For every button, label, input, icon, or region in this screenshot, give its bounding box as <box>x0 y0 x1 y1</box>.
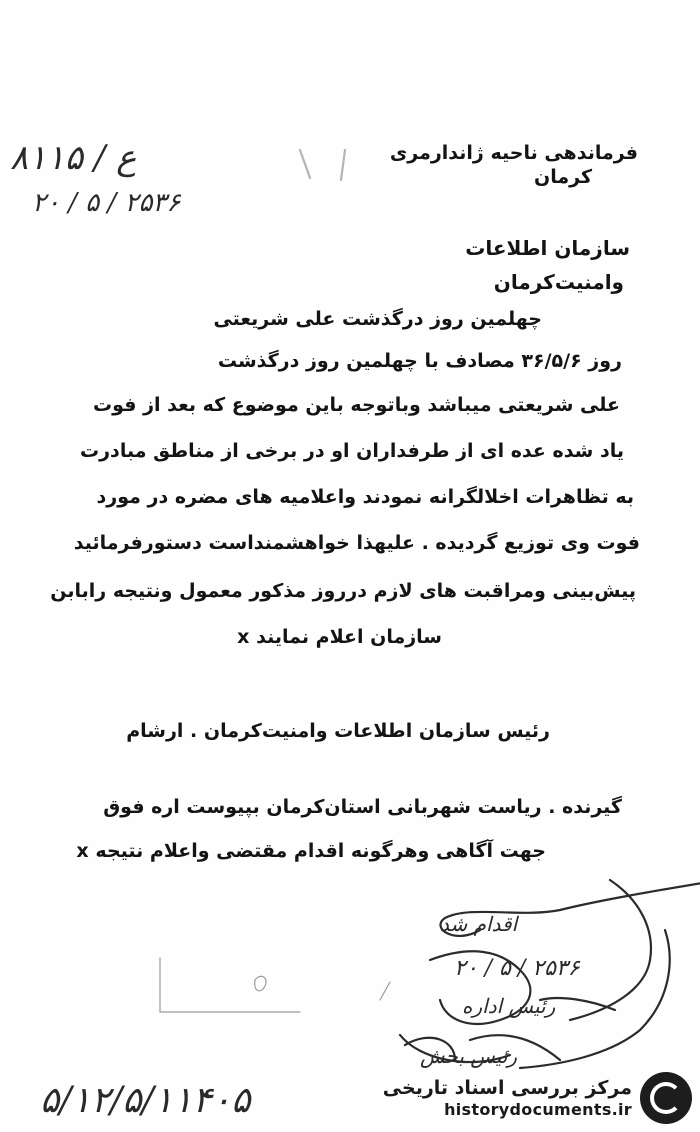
watermark-logo <box>372 1068 692 1128</box>
watermark-text <box>383 1076 632 1120</box>
handwritten-note-4: رئیس بخش <box>420 1044 518 1068</box>
body-line: به تظاهرات اخلالگرانه نمودند واعلامیه های مضره در مورد <box>96 486 634 508</box>
handwritten-note-3: رئیس اداره <box>462 994 556 1018</box>
handwritten-bottom-number: ۵/۱۲/۵/۱۱۴۰۵ <box>40 1080 251 1121</box>
body-line: سازمان اعلام نمایند x <box>237 626 442 648</box>
handwritten-ref-number: ۸۱۱۵ / ع <box>10 138 137 178</box>
recipient-line-2: وامنیت‌کرمان <box>493 270 624 294</box>
body-line: پیش‌بینی ومراقبت های لازم درروز مذکور معمول ونتیجه رابابن <box>50 580 636 602</box>
subject-line: چهلمین روز درگذشت علی شریعتی <box>213 308 542 330</box>
body-line: فوت وی توزیع گردیده . علیهذا خواهشمنداست دستورفرمائید <box>73 532 640 554</box>
archive-logo-icon <box>640 1072 692 1124</box>
body-line: یاد شده عده ای از طرفداران او در برخی از مناطق مبادرت <box>80 440 624 462</box>
cc-line-1: گیرنده . ریاست شهربانی استان‌کرمان بپیوست اره فوق <box>103 796 622 818</box>
recipient-line-1: سازمان اطلاعات <box>465 236 630 260</box>
cc-line-2: جهت آگاهی وهرگونه اقدام مقتضی واعلام نتیجه x <box>76 840 546 862</box>
sender-line-1: فرماندهی ناحیه ژاندارمری <box>389 142 638 164</box>
body-line: روز ۳۶/۵/۶ مصادف با چهلمین روز درگذشت <box>217 350 622 372</box>
signature-line: رئیس سازمان اطلاعات وامنیت‌کرمان . ارشام <box>126 720 550 742</box>
handwritten-note-1: اقدام شد <box>440 912 518 936</box>
watermark-name: مرکز بررسی اسناد تاریخی <box>382 1077 632 1099</box>
sender-line-2: کرمان <box>534 166 592 188</box>
handwritten-note-2: ۲۰ / ۵ / ۲۵۳۶ <box>454 956 580 981</box>
handwritten-ref-date: ۲۰ / ۵ / ۲۵۳۶ <box>32 188 181 218</box>
watermark-url: historydocuments.ir <box>444 1100 632 1119</box>
body-line: علی شریعتی میباشد وباتوجه باین موضوع که بعد از فوت <box>93 394 620 416</box>
